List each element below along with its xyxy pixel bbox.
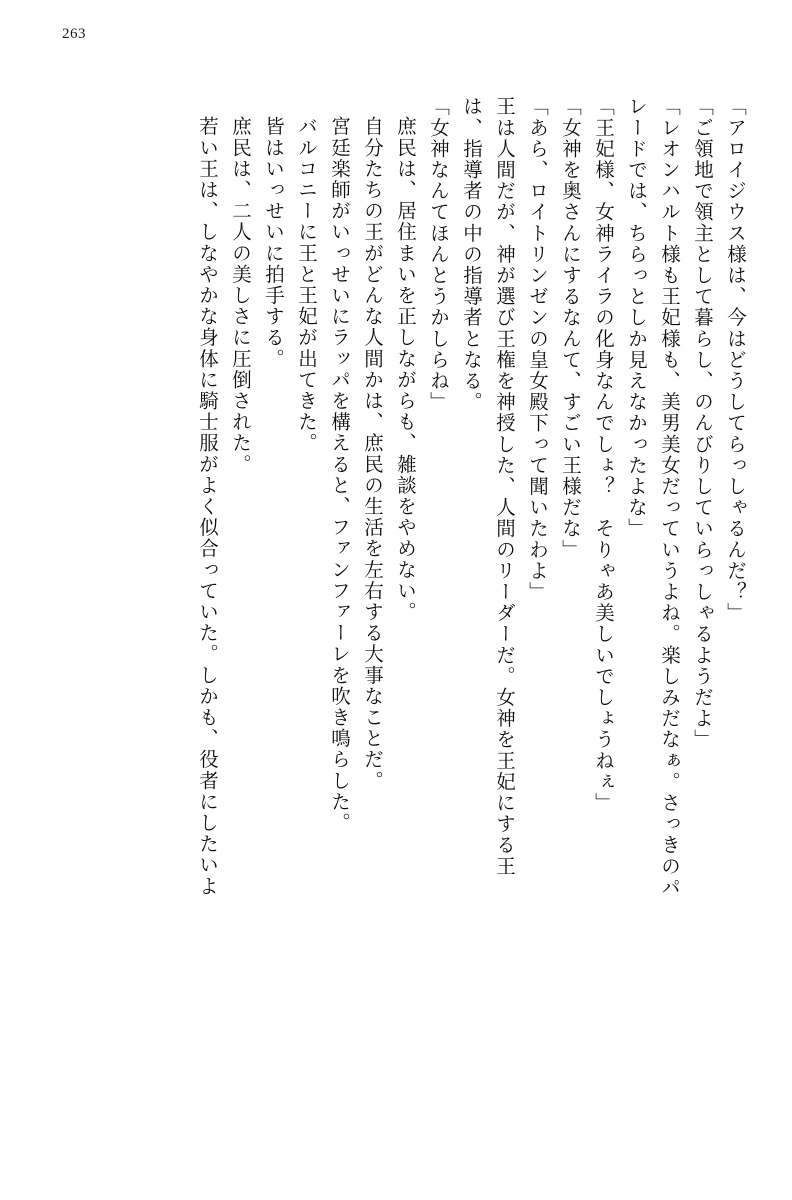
text-column: 庶民は、居住まいを正しながらも、雑談をやめない。 — [394, 116, 415, 623]
text-column: 王は人間だが、神が選び王権を神授した、人間のリーダーだ。女神を王妃にする王 — [493, 96, 514, 877]
text-column: 皆はいっせいに拍手する。 — [262, 116, 283, 370]
text-column: は、指導者の中の指導者となる。 — [460, 96, 481, 413]
text-column: 自分たちの王がどんな人間かは、庶民の生活を左右する大事なことだ。 — [361, 116, 382, 792]
text-column: レードでは、ちらっとしか見えなかったよな」 — [625, 96, 646, 540]
text-column: 「アロイジウス様は、今はどうしてらっしゃるんだ？」 — [724, 96, 745, 624]
page-number: 263 — [62, 26, 86, 42]
text-column: 「王妃様、女神ライラの化身なんでしょ？ そりゃあ美しいでしょうねぇ」 — [592, 96, 613, 814]
text-column: 庶民は、二人の美しさに圧倒された。 — [229, 116, 250, 475]
text-column: 「女神を奥さんにするなんて、すごい王様だな」 — [559, 96, 580, 561]
text-column: 宮廷楽師がいっせいにラッパを構えると、ファンファーレを吹き鳴らした。 — [328, 116, 349, 834]
text-column: バルコニーに王と王妃が出てきた。 — [295, 116, 316, 454]
text-column: 「あら、ロイトリンゼンの皇女殿下って聞いたわよ」 — [526, 96, 547, 603]
text-column: 「女神なんてほんとうかしらね」 — [427, 96, 448, 413]
text-column: 「レオンハルト様も王妃様も、美男美女だっていうよね。楽しみだなぁ。さっきのパ — [658, 96, 679, 898]
vertical-text-body — [44, 96, 744, 1156]
text-column: 若い王は、しなやかな身体に騎士服がよく似合っていた。しかも、役者にしたいよ — [196, 116, 217, 897]
text-column: 「ご領地で領主として暮らし、のんびりしていらっしゃるようだよ」 — [691, 96, 712, 751]
